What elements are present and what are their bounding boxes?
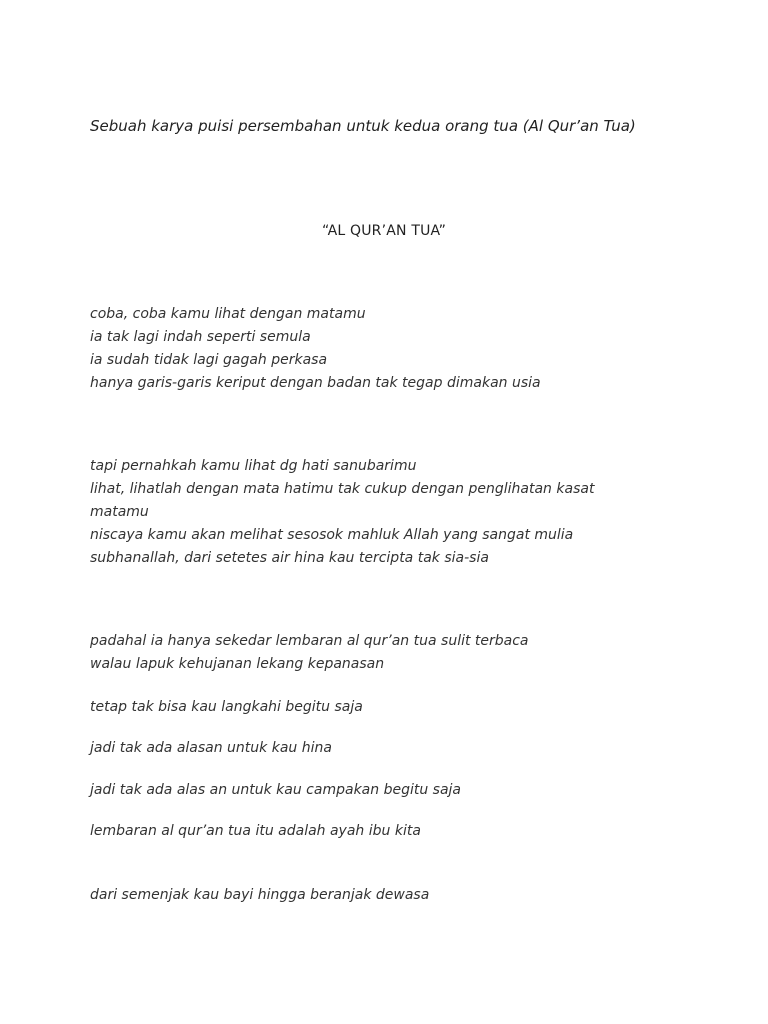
stanza-2	[90, 455, 690, 570]
document-subtitle: Sebuah karya puisi persembahan untuk kedua orang tua (Al Qur’an Tua)	[90, 117, 636, 135]
poem-line: hanya garis-garis keriput dengan badan tak tegap dimakan usia	[90, 375, 541, 391]
poem-line-lembaran: lembaran al qur’an tua itu adalah ayah ibu kita	[90, 823, 421, 839]
poem-line: ia tak lagi indah seperti semula	[90, 329, 311, 345]
poem-line: padahal ia hanya sekedar lembaran al qur’an tua sulit terbaca	[90, 633, 529, 649]
poem-line: lihat, lihatlah dengan mata hatimu tak cukup dengan penglihatan kasat matamu	[90, 481, 595, 520]
poem-line: tapi pernahkah kamu lihat dg hati sanubarimu	[90, 458, 417, 474]
stanza-1	[90, 303, 690, 395]
poem-title: “AL QUR’AN TUA”	[321, 223, 447, 239]
stanza-3	[90, 630, 690, 676]
poem-line: niscaya kamu akan melihat sesosok mahluk Allah yang sangat mulia	[90, 527, 574, 543]
poem-line: walau lapuk kehujanan lekang kepanasan	[90, 656, 385, 672]
poem-line: subhanallah, dari setetes air hina kau tercipta tak sia-sia	[90, 550, 489, 566]
poem-line: ia sudah tidak lagi gagah perkasa	[90, 352, 328, 368]
poem-line-jadi-2: jadi tak ada alas an untuk kau campakan begitu saja	[90, 782, 462, 798]
poem-line-dari: dari semenjak kau bayi hingga beranjak dewasa	[90, 887, 430, 903]
poem-line-jadi-1: jadi tak ada alasan untuk kau hina	[90, 740, 332, 756]
poem-line: coba, coba kamu lihat dengan matamu	[90, 306, 366, 322]
poem-line-tetap: tetap tak bisa kau langkahi begitu saja	[90, 699, 363, 715]
